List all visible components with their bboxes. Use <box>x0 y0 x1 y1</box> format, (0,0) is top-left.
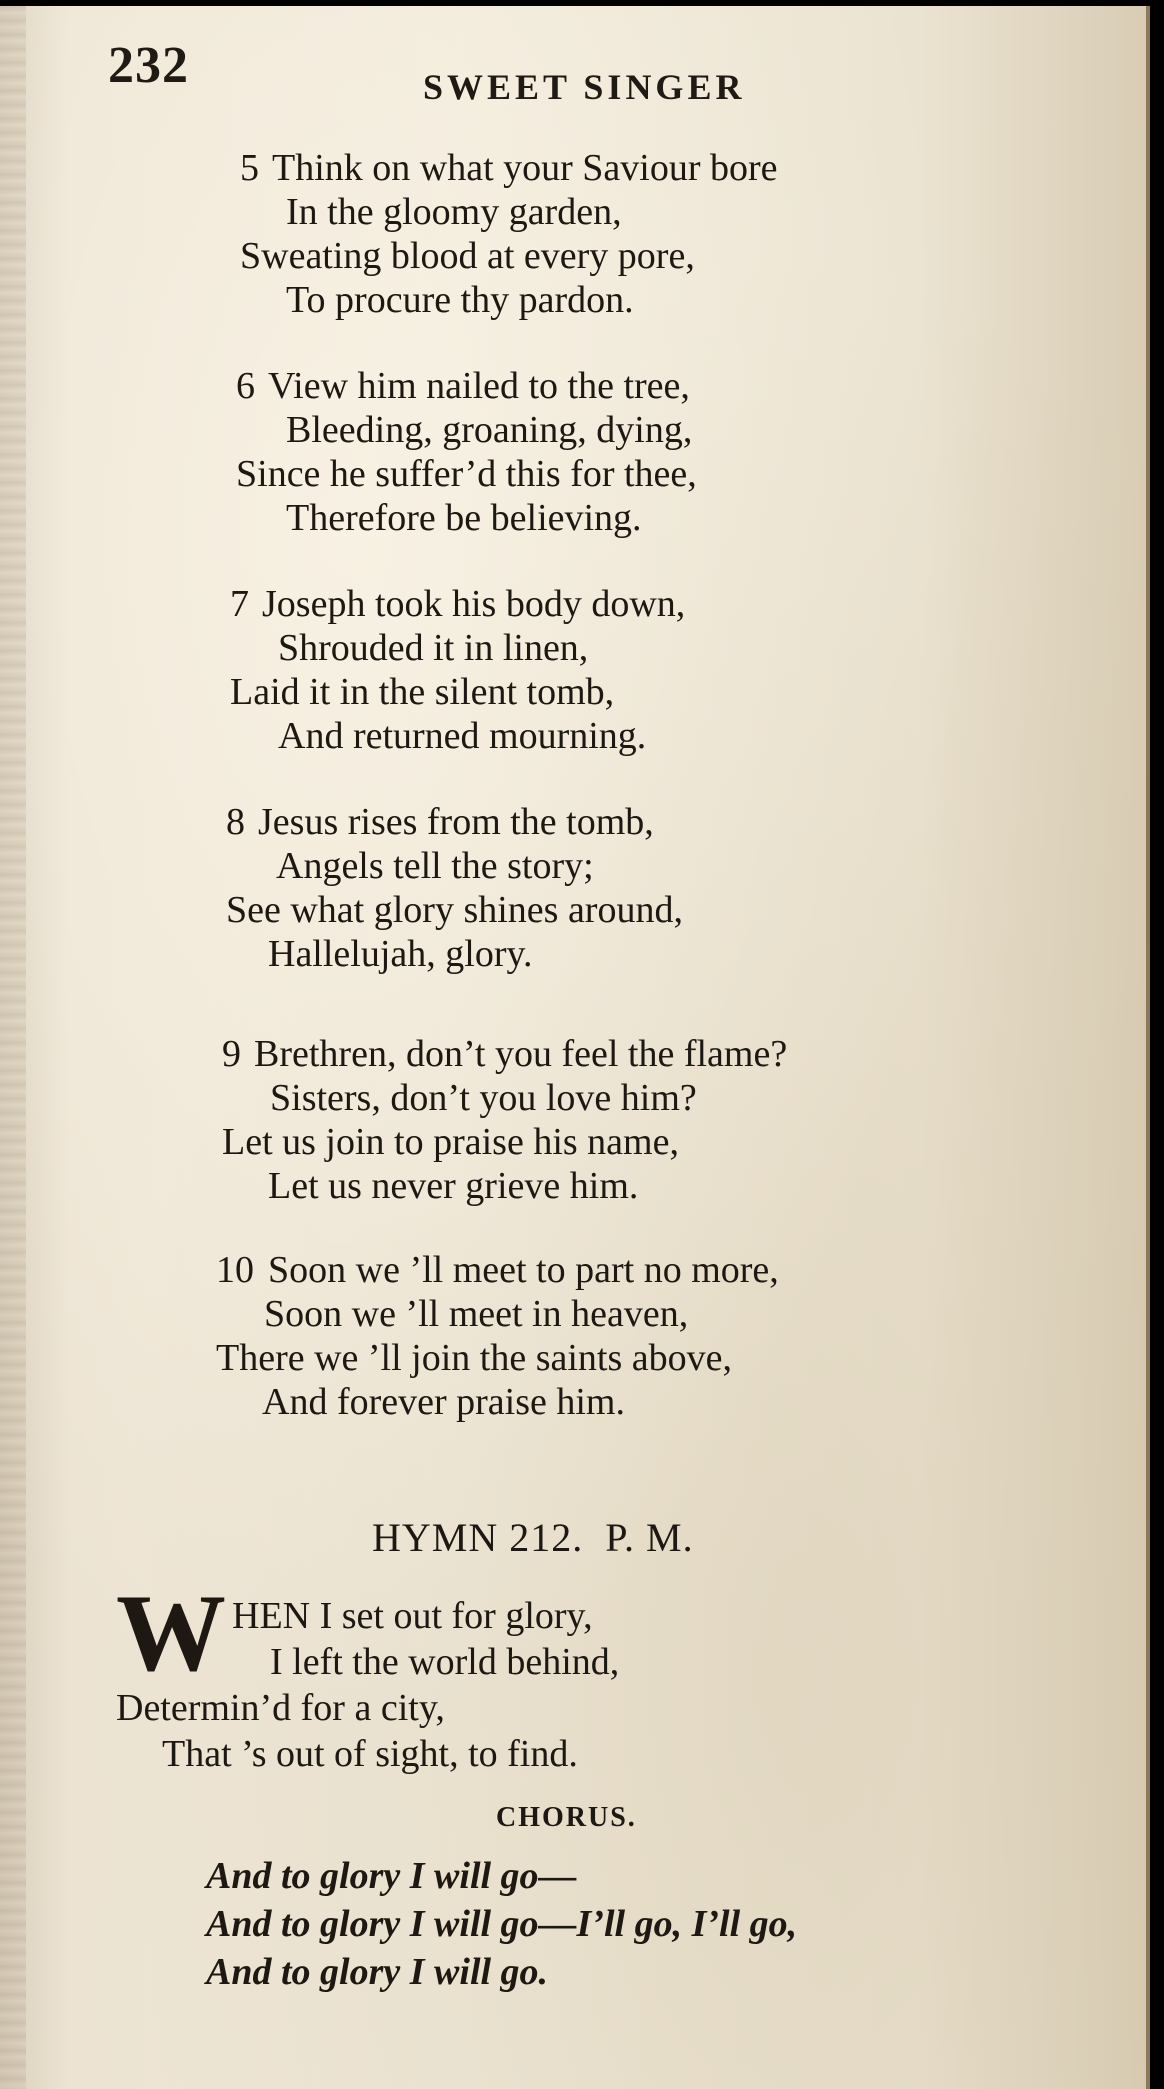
stanza-line: Think on what your Saviour bore <box>272 147 778 189</box>
stanza-line: Sisters, don’t you love him? <box>270 1077 697 1119</box>
book-page <box>0 6 1150 2089</box>
page-number: 232 <box>108 37 189 94</box>
stanza-number: 9 <box>222 1033 241 1075</box>
stanza-line: In the gloomy garden, <box>286 191 622 233</box>
page-header <box>108 36 828 106</box>
stanza-line: Angels tell the story; <box>276 845 594 887</box>
stanza-line: Joseph took his body down, <box>262 583 686 625</box>
chorus-line: And to glory I will go—I’ll go, I’ll go, <box>206 1903 798 1945</box>
chorus-label: CHORUS. <box>496 1802 637 1833</box>
running-title: SWEET SINGER <box>423 67 746 107</box>
stanza-line: Soon we ’ll meet in heaven, <box>264 1293 689 1335</box>
stanza-line: See what glory shines around, <box>226 889 683 931</box>
drop-cap: W <box>116 1572 226 1694</box>
stanza-8 <box>226 800 683 976</box>
stanza-line: Soon we ’ll meet to part no more, <box>268 1249 779 1291</box>
stanza-5 <box>240 146 778 322</box>
stanza-line: View him nailed to the tree, <box>268 365 690 407</box>
stanza-line: Brethren, don’t you feel the flame? <box>254 1033 788 1075</box>
chorus-line: And to glory I will go. <box>206 1951 549 1993</box>
stanza-7 <box>230 582 685 758</box>
stanza-line: Hallelujah, glory. <box>268 933 533 975</box>
stanza-line: Shrouded it in linen, <box>278 627 589 669</box>
stanza-number: 7 <box>230 583 249 625</box>
stanza-line: And returned mourning. <box>278 715 647 757</box>
stanza-line: Bleeding, groaning, dying, <box>286 409 693 451</box>
page-edge <box>1146 6 1150 2089</box>
chorus-line: And to glory I will go— <box>206 1855 577 1897</box>
hymn-line: I left the world behind, <box>270 1641 620 1683</box>
stanza-line: Let us never grieve him. <box>268 1165 639 1207</box>
stanza-line: Let us join to praise his name, <box>222 1121 679 1163</box>
stanza-line: Laid it in the silent tomb, <box>230 671 615 713</box>
stanza-10 <box>216 1248 779 1424</box>
stanza-number: 10 <box>216 1249 254 1291</box>
stanza-line: And forever praise him. <box>262 1381 625 1423</box>
stanza-line: There we ’ll join the saints above, <box>216 1337 733 1379</box>
hymn-line: HEN I set out for glory, <box>232 1595 593 1637</box>
stanza-6 <box>236 364 697 540</box>
stanza-line: To procure thy pardon. <box>286 279 634 321</box>
hymn-line: That ’s out of sight, to find. <box>162 1733 578 1775</box>
stanza-line: Therefore be believing. <box>286 497 642 539</box>
hymn-line: Determin’d for a city, <box>116 1687 445 1729</box>
chorus <box>206 1852 797 1996</box>
stanza-number: 8 <box>226 801 245 843</box>
stanza-number: 5 <box>240 147 259 189</box>
stanza-line: Jesus rises from the tomb, <box>258 801 654 843</box>
stanza-line: Sweating blood at every pore, <box>240 235 695 277</box>
stanza-9 <box>222 1032 787 1208</box>
stanza-number: 6 <box>236 365 255 407</box>
hymn-title: HYMN 212. P. M. <box>372 1515 694 1560</box>
stanza-line: Since he suffer’d this for thee, <box>236 453 697 495</box>
